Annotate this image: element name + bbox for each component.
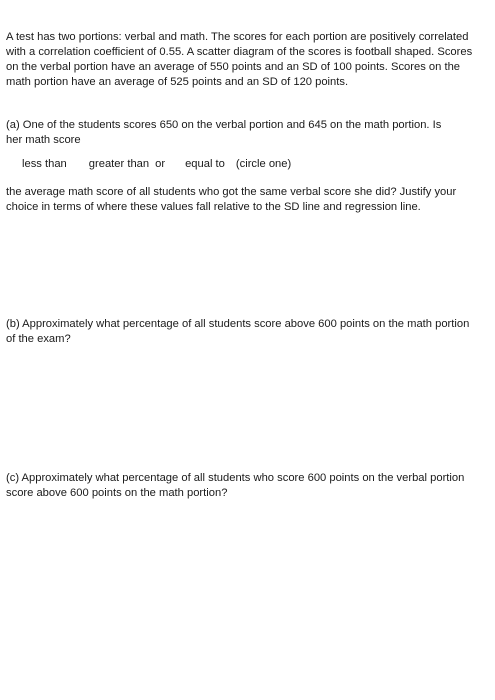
choice-less-than[interactable]: less than xyxy=(22,158,67,170)
choice-equal-to[interactable]: equal to xyxy=(185,158,225,170)
choice-or-text: or xyxy=(155,158,166,170)
question-a-continuation: the average math score of all students who got the same verbal score she did? Justify your choice in terms of where these values fall relative to the SD line and regression line. xyxy=(6,186,457,213)
answer-choices xyxy=(22,157,291,172)
circle-one-instruction: (circle one) xyxy=(235,158,292,170)
problem-intro: A test has two portions: verbal and math. The scores for each portion are positively correlated with a correlation coefficient of 0.55. A scatter diagram of the scores is football shaped. Scores on the verbal portion have an average of 550 points and an SD of 100 points. Scores on the math portion have an average of 525 points and an SD of 120 points. xyxy=(6,31,473,88)
question-b: (b) Approximately what percentage of all students score above 600 points on the math portion of the exam? xyxy=(6,318,470,345)
choice-greater-than[interactable]: greater than xyxy=(88,158,150,170)
question-a-prompt: (a) One of the students scores 650 on the verbal portion and 645 on the math portion. Is her math score xyxy=(6,119,442,146)
question-c: (c) Approximately what percentage of all students who score 600 points on the verbal portion score above 600 points on the math portion? xyxy=(6,472,465,499)
